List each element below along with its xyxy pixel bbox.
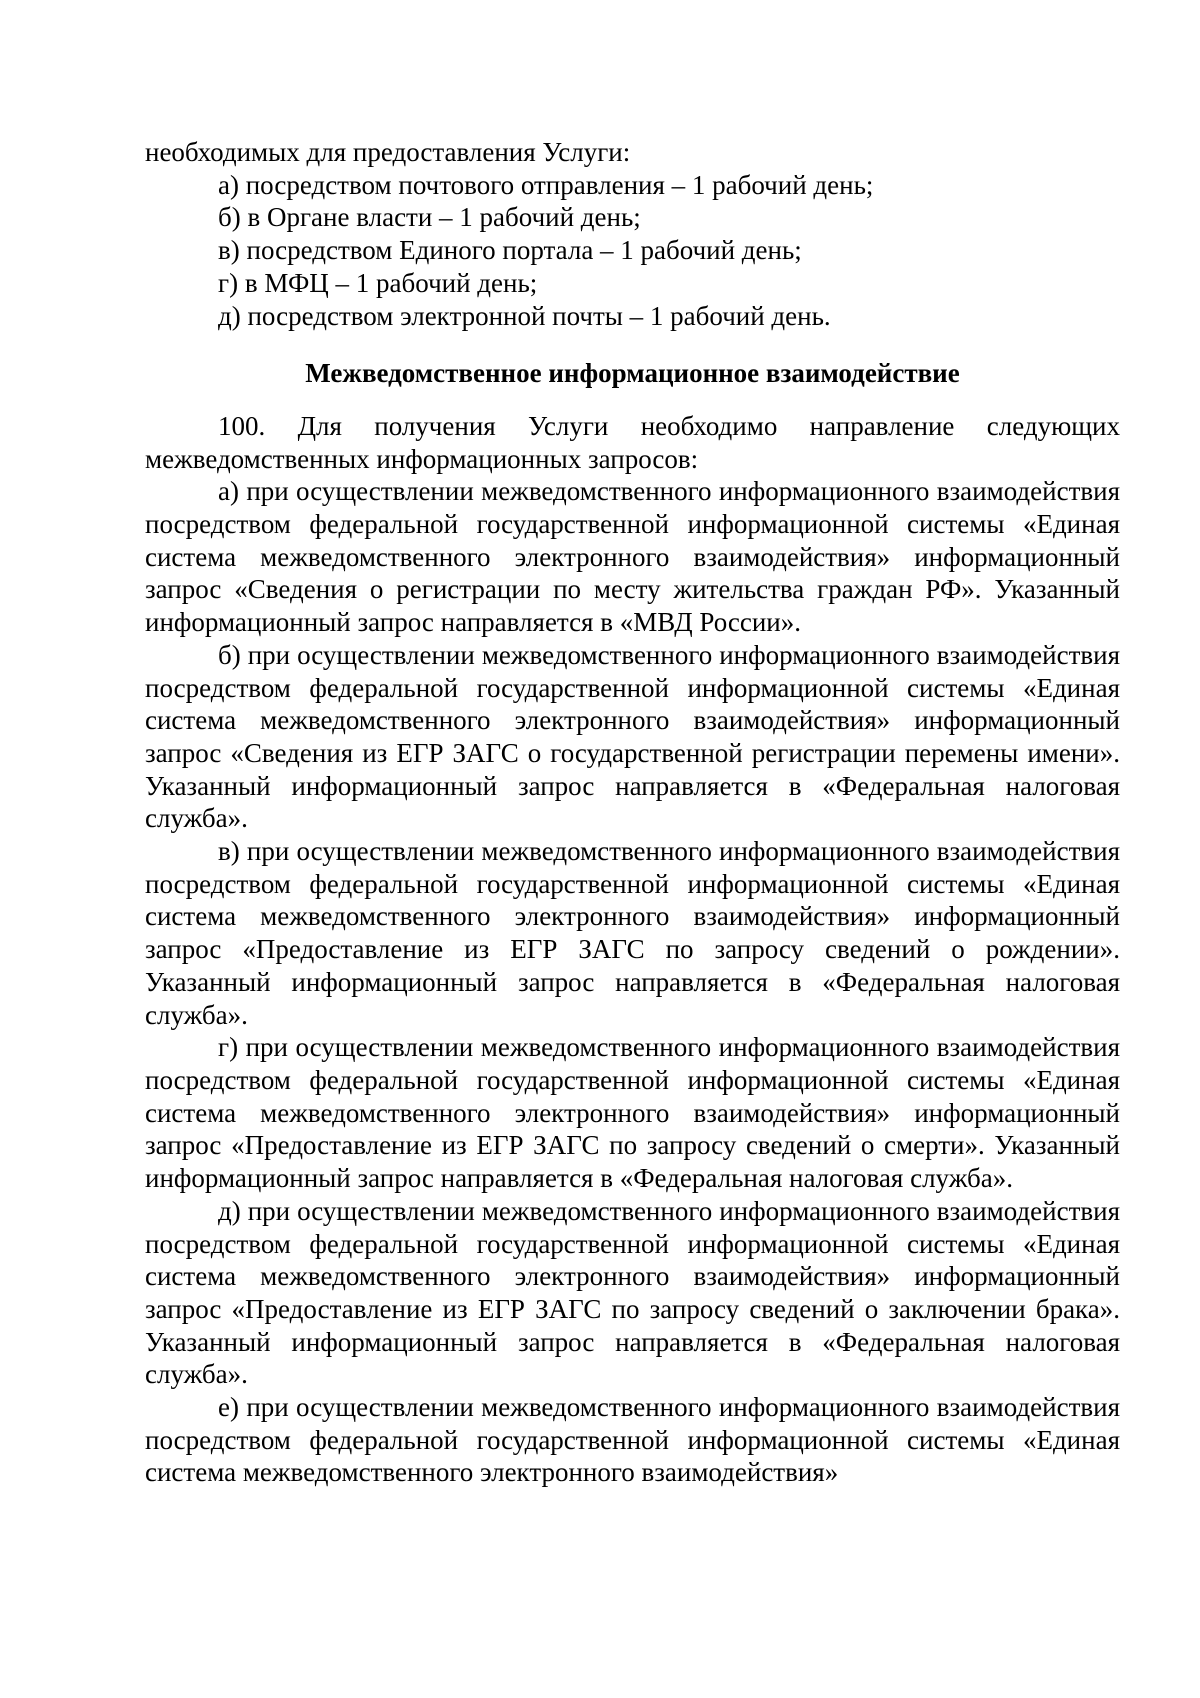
intro-item-a: а) посредством почтового отправления – 1 рабочий день; bbox=[218, 169, 874, 200]
clause-100: 100. Для получения Услуги необходимо направление следующих межведомственных информационных запросов: bbox=[145, 410, 1120, 474]
subclause-b: б) при осуществлении межведомственного информационного взаимодействия посредством федеральной государственной информационной системы «Единая система межведомственного электронного взаимодействия» информационный запрос «Сведения из ЕГР ЗАГС о государственной регистрации перемены имени». Указанный информационный запрос направляется в «Федеральная налоговая служба». bbox=[145, 639, 1120, 834]
intro-item-b: б) в Органе власти – 1 рабочий день; bbox=[218, 202, 641, 233]
document-page bbox=[145, 136, 1120, 1489]
subclause-g: г) при осуществлении межведомственного информационного взаимодействия посредством федеральной государственной информационной системы «Единая система межведомственного электронного взаимодействия» информационный запрос «Предоставление из ЕГР ЗАГС по запросу сведений о смерти». Указанный информационный запрос направляется в «Федеральная налоговая служба». bbox=[145, 1032, 1120, 1194]
section-heading: Межведомственное информационное взаимодействие bbox=[305, 358, 960, 389]
intro-item-v: в) посредством Единого портала – 1 рабочий день; bbox=[218, 235, 802, 266]
subclause-a: а) при осуществлении межведомственного информационного взаимодействия посредством федеральной государственной информационной системы «Единая система межведомственного электронного взаимодействия» информационный запрос «Сведения о регистрации по месту жительства граждан РФ». Указанный информационный запрос направляется в «МВД России». bbox=[145, 476, 1120, 638]
subclause-d: д) при осуществлении межведомственного информационного взаимодействия посредством федеральной государственной информационной системы «Единая система межведомственного электронного взаимодействия» информационный запрос «Предоставление из ЕГР ЗАГС по запросу сведений о заключении брака». Указанный информационный запрос направляется в «Федеральная налоговая служба». bbox=[145, 1195, 1120, 1390]
subclause-v: в) при осуществлении межведомственного информационного взаимодействия посредством федеральной государственной информационной системы «Единая система межведомственного электронного взаимодействия» информационный запрос «Предоставление из ЕГР ЗАГС по запросу сведений о рождении». Указанный информационный запрос направляется в «Федеральная налоговая служба». bbox=[145, 836, 1120, 1030]
intro-line: необходимых для предоставления Услуги: bbox=[145, 137, 631, 167]
intro-item-d: д) посредством электронной почты – 1 рабочий день. bbox=[218, 300, 831, 331]
subclause-e: е) при осуществлении межведомственного информационного взаимодействия посредством федеральной государственной информационной системы «Единая система межведомственного электронного взаимодействия» bbox=[145, 1392, 1120, 1488]
intro-item-g: г) в МФЦ – 1 рабочий день; bbox=[218, 267, 538, 298]
